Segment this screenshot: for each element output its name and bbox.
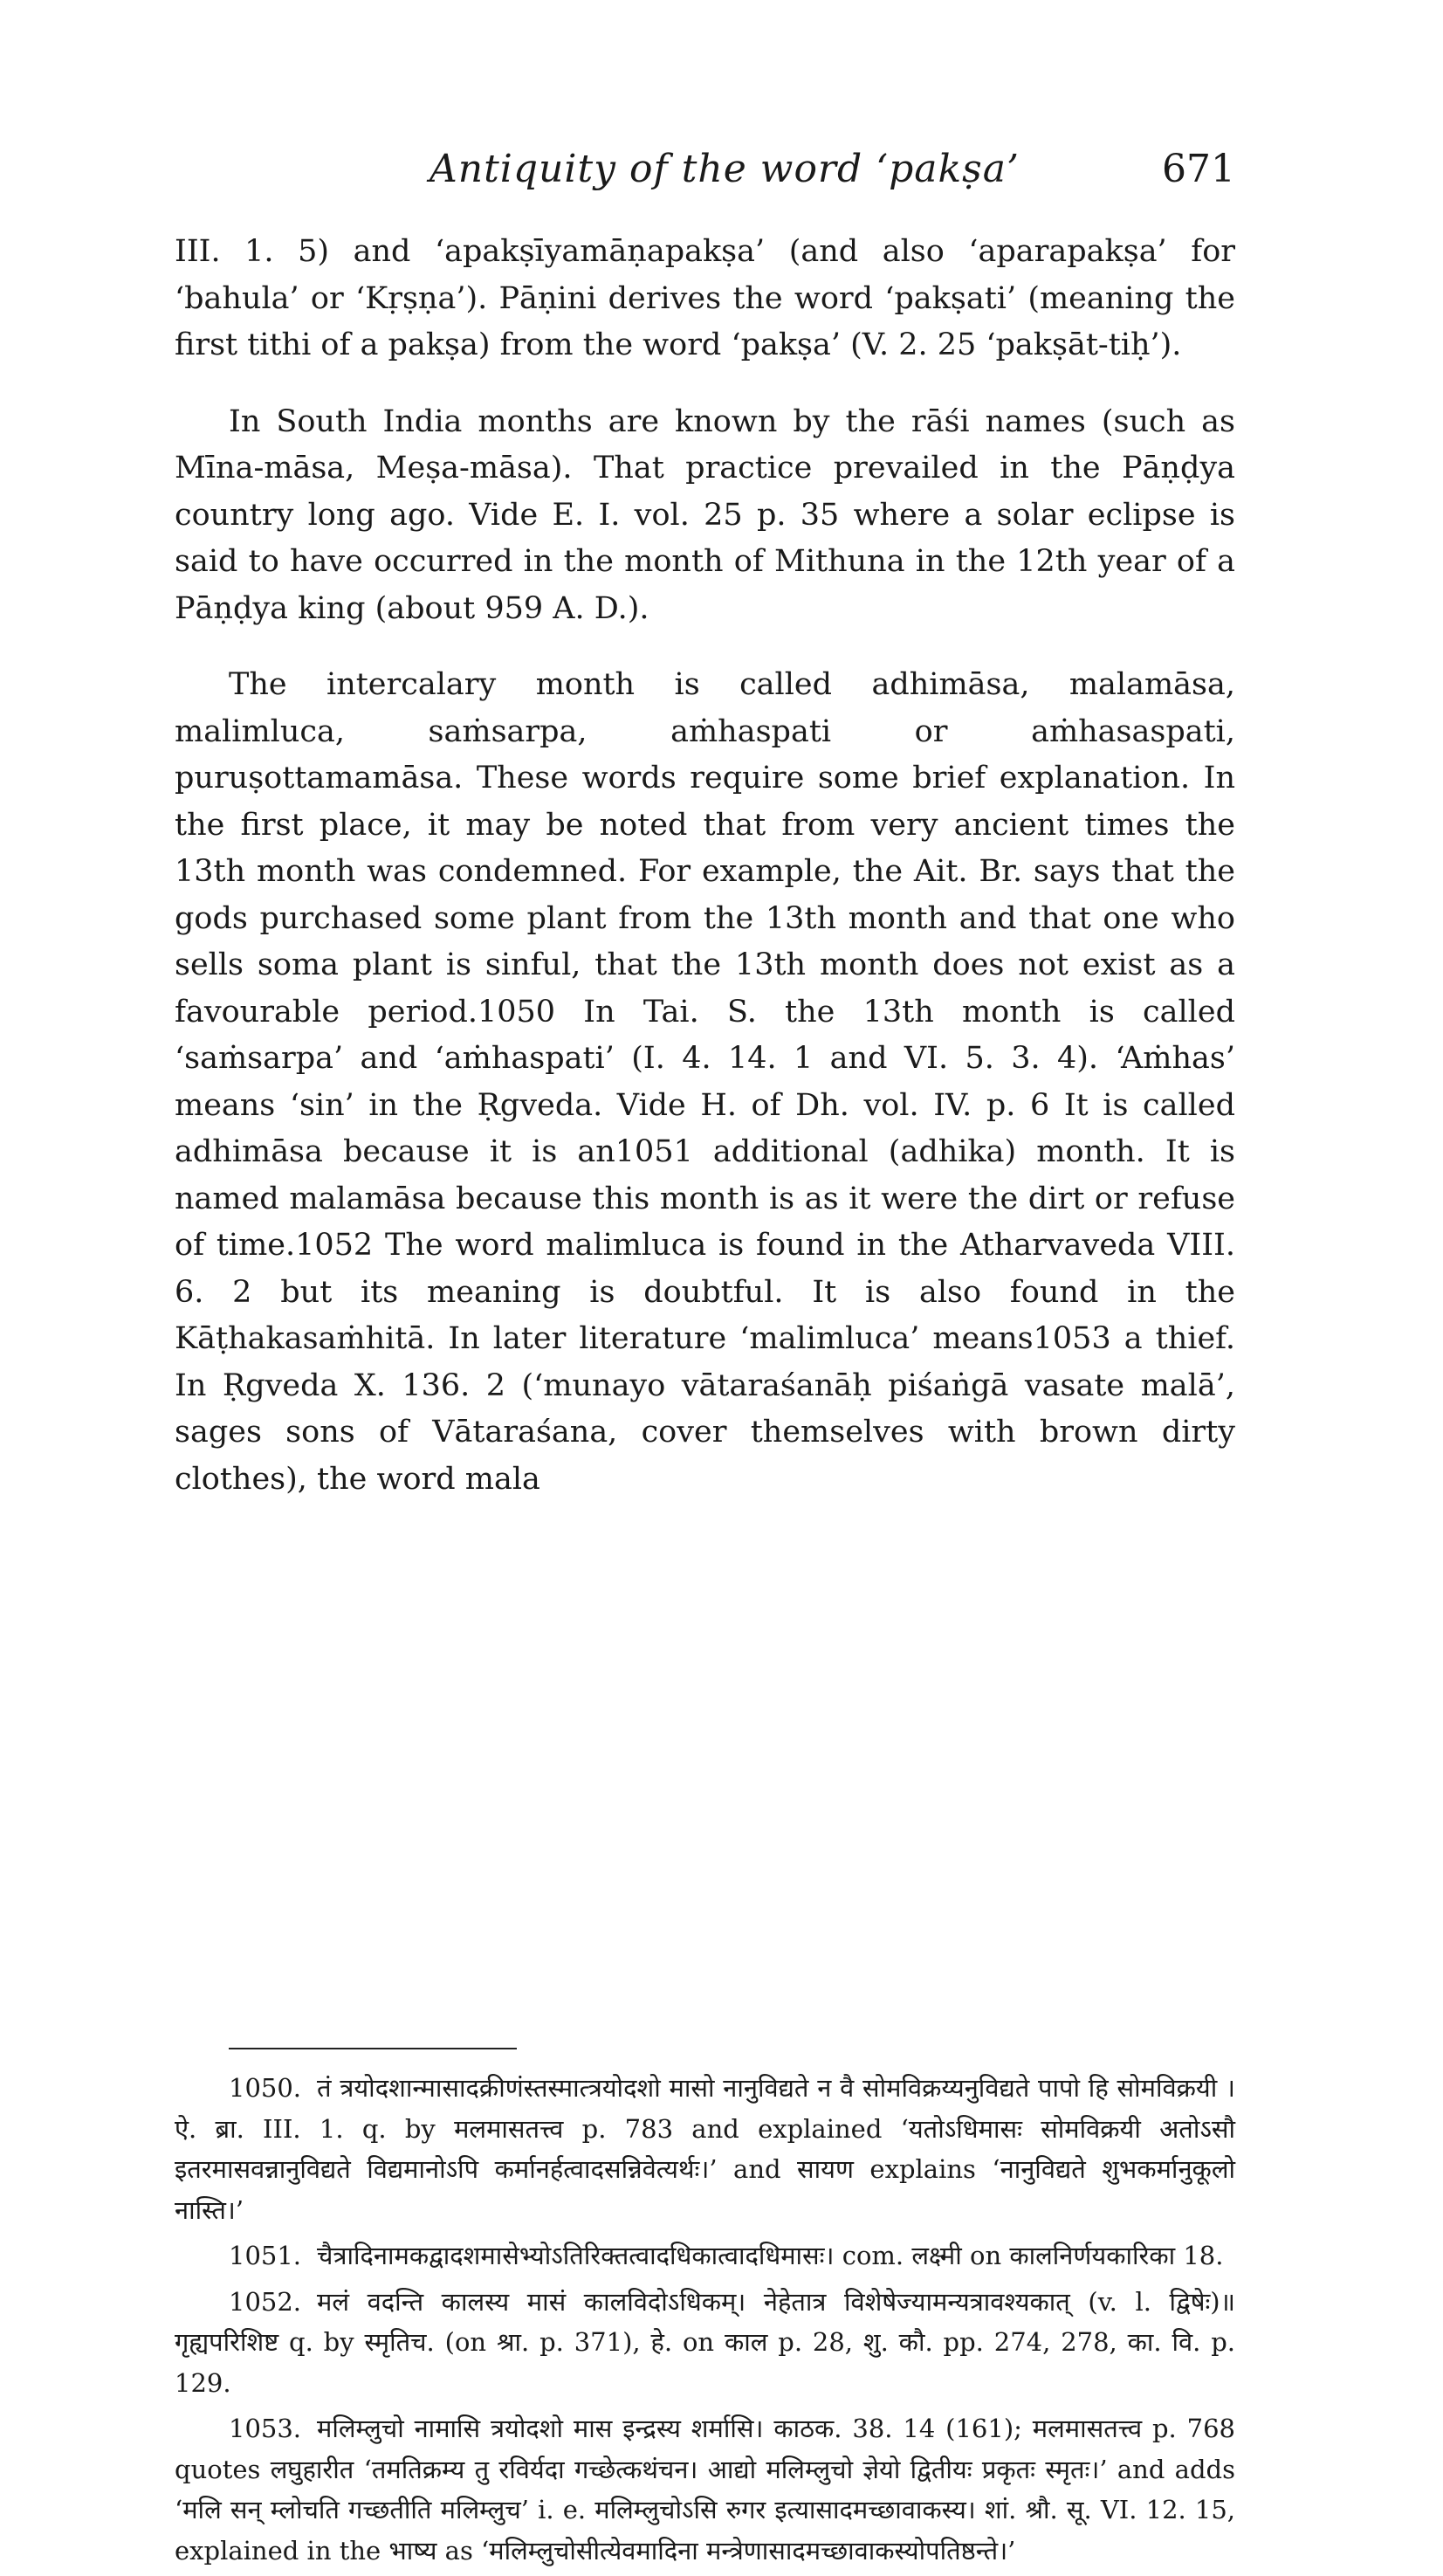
footnote-text: तं त्रयोदशान्मासादक्रीणंस्तस्मात्त्रयोदशो मासो नानुविद्यते न वै सोमविक्रय्यनुविद्यते पापो हि सोमविक्रयी । ऐ. ब्रा. III. 1. q. by मलमासतत्त्व p. 783 and explained ‘यतोऽधिमासः सोमविक्रयी अतोऽसौ इतरमासवन्नानुविद्यते विद्यमानोऽपि कर्मानर्हत्वादसन्निवेत्यर्थः।’ and सायण explains ‘नानुविद्यते शुभकर्मानुकूलो नास्ति।’ bbox=[175, 2073, 1235, 2225]
footnote-number: 1051. bbox=[229, 2241, 302, 2270]
footnote bbox=[175, 2408, 1235, 2571]
footnote-text: चैत्रादिनामकद्वादशमासेभ्योऽतिरिक्तत्वादधिकात्वादधिमासः। com. लक्ष्मी on कालनिर्णयकारिका 18. bbox=[317, 2241, 1224, 2270]
footnote-number: 1053. bbox=[229, 2414, 302, 2443]
main-text bbox=[175, 229, 1235, 1503]
page-number: 671 bbox=[1162, 147, 1235, 191]
footnote-number: 1052. bbox=[229, 2286, 302, 2317]
paragraph: In South India months are known by the rāśi names (such as Mīna-māsa, Meṣa-māsa). That practice prevailed in the Pāṇḍya country long ago. Vide E. I. vol. 25 p. 35 where a solar eclipse is said to have occurred in the month of Mithuna in the 12th year of a Pāṇḍya king (about 959 A. D.). bbox=[175, 403, 1235, 626]
page-header bbox=[175, 147, 1235, 199]
paragraph: The intercalary month is called adhimāsa, malamāsa, malimluca, saṁsarpa, aṁhaspati or aṁhasaspati, puruṣottamamāsa. These words require some brief explanation. In the first place, it may be noted that from very ancient times the 13th month was condemned. For example, the Ait. Br. says that the gods purchased some plant from the 13th month and that one who sells soma plant is sinful, that the 13th month does not exist as a favourable period.1050 In Tai. S. the 13th month is called ‘saṁsarpa’ and ‘aṁhaspati’ (I. 4. 14. 1 and VI. 5. 3. 4). ‘Aṁhas’ means ‘sin’ in the Ṛgveda. Vide H. of Dh. vol. IV. p. 6 It is called adhimāsa because it is an1051 additional (adhika) month. It is named malamāsa because this month is as it were the dirt or refuse of time.1052 The word malimluca is found in the Atharvaveda VIII. 6. 2 but its meaning is doubtful. It is also found in the Kāṭhakasaṁhitā. In later literature ‘malimluca’ means1053 a thief. In Ṛgveda X. 136. 2 (‘munayo vātaraśanāḥ piśaṅgā vasate malā’, sages sons of Vātaraśana, cover themselves with brown dirty clothes), the word mala bbox=[175, 667, 1235, 1497]
footnote bbox=[175, 2068, 1235, 2230]
footnote-text: मलिम्लुचो नामासि त्रयोदशो मास इन्द्रस्य शर्मासि। काठक. 38. 14 (161); मलमासतत्त्व p. 768 quotes लघुहारीत ‘तमतिक्रम्य तु रविर्यदा गच्छेत्कथंचन। आद्यो मलिम्लुचो ज्ञेयो द्वितीयः प्रकृतः स्मृतः।’ and adds ‘मलि सन् म्लोचति गच्छतीति मलिम्लुच’ i. e. मलिम्लुचोऽसि रुगर इत्यासादमच्छावाकस्य। शां. श्रौ. सू. VI. 12. 15, explained in the भाष्य as ‘मलिम्लुचोसीत्येवमादिना मन्त्रेणासादमच्छावाकस्योपतिष्ठन्ते।’ bbox=[175, 2414, 1235, 2566]
footnote-number: 1050. bbox=[229, 2073, 302, 2103]
running-title: Antiquity of the word ‘pakṣa’ bbox=[429, 147, 1020, 191]
footnotes bbox=[175, 2068, 1235, 2576]
footnote-divider bbox=[229, 2048, 517, 2049]
footnote-text: मलं वदन्ति कालस्य मासं कालविदोऽधिकम्। नेहेतात्र विशेषेज्यामन्यत्रावश्यकात् (v. l. द्विषेः)॥ गृह्यपरिशिष्ट q. by स्मृतिच. (on श्रा. p. 371), हे. on काल p. 28, शु. कौ. pp. 274, 278, का. वि. p. 129. bbox=[175, 2286, 1235, 2398]
footnote bbox=[175, 2235, 1235, 2276]
footnote bbox=[175, 2282, 1235, 2404]
paragraph: III. 1. 5) and ‘apakṣīyamāṇapakṣa’ (and also ‘aparapakṣa’ for ‘bahula’ or ‘Kṛṣṇa’). Pāṇini derives the word ‘pakṣati’ (meaning the first tithi of a pakṣa) from the word ‘pakṣa’ (V. 2. 25 ‘pakṣāt-tiḥ’). bbox=[175, 234, 1235, 362]
